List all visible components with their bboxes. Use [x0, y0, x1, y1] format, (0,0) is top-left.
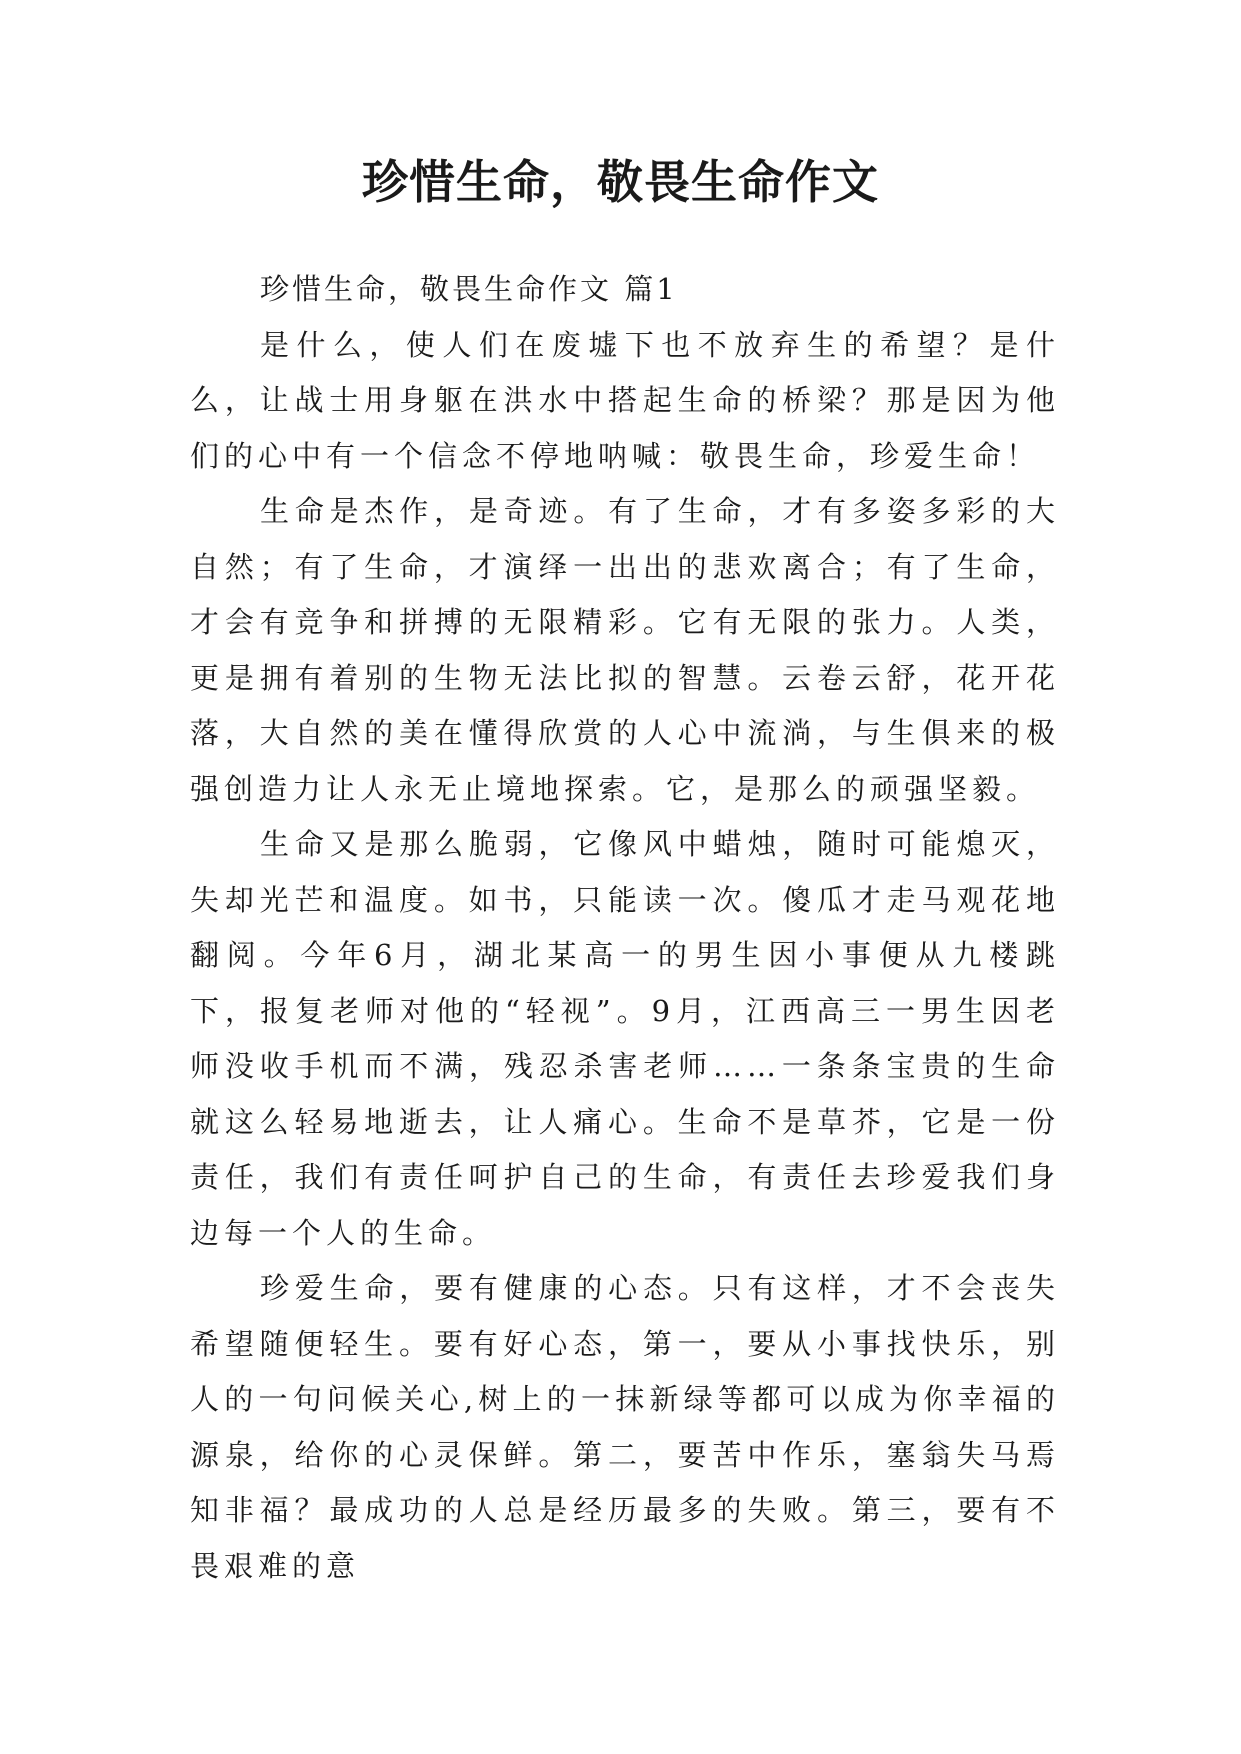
paragraph-3: 生命又是那么脆弱，它像风中蜡烛，随时可能熄灭，失却光芒和温度。如书，只能读一次。傻瓜才走马观花地翻阅。今年6月，湖北某高一的男生因小事便从九楼跳下，报复老师对他的“轻视”。9月，江西高三一男生因老师没收手机而不满，残忍杀害老师……一条条宝贵的生命就这么轻易地逝去，让人痛心。生命不是草芥，它是一份责任，我们有责任呵护自己的生命，有责任去珍爱我们身边每一个人的生命。: [190, 827, 1060, 1250]
paragraph-2: 生命是杰作，是奇迹。有了生命，才有多姿多彩的大自然；有了生命，才演绎一出出的悲欢离合；有了生命，才会有竞争和拼搏的无限精彩。它有无限的张力。人类，更是拥有着别的生物无法比拟的智慧。云卷云舒，花开花落，大自然的美在懂得欣赏的人心中流淌，与生俱来的极强创造力让人永无止境地探索。它，是那么的顽强坚毅。: [190, 494, 1060, 806]
paragraph-1: 是什么，使人们在废墟下也不放弃生的希望？是什么，让战士用身躯在洪水中搭起生命的桥梁？那是因为他们的心中有一个信念不停地呐喊：敬畏生命，珍爱生命！: [190, 327, 1060, 473]
paragraph-4: 珍爱生命，要有健康的心态。只有这样，才不会丧失希望随便轻生。要有好心态，第一，要从小事找快乐，别人的一句问候关心,树上的一抹新绿等都可以成为你幸福的源泉，给你的心灵保鲜。第二，要苦中作乐，塞翁失马焉知非福？最成功的人总是经历最多的失败。第三，要有不畏艰难的意: [190, 1271, 1060, 1583]
document-body: [190, 262, 1060, 1594]
document-title: 珍惜生命，敬畏生命作文: [362, 155, 879, 209]
section-heading: 珍惜生命，敬畏生命作文 篇1: [260, 272, 678, 306]
